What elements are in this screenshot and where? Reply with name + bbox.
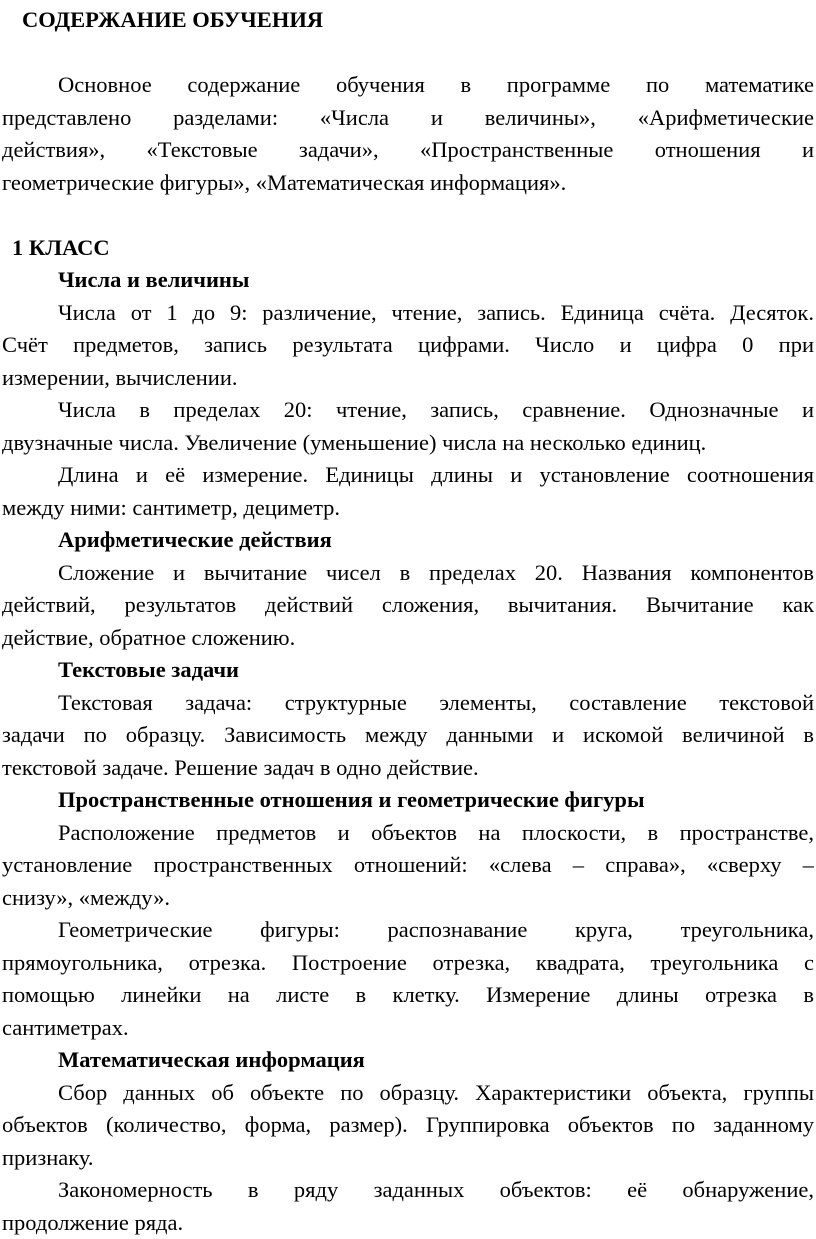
paragraph-line: Расположение предметов и объектов на плоскости, в пространстве, — [2, 817, 814, 850]
section-heading-spatial: Пространственные отношения и геометрические фигуры — [2, 784, 814, 817]
section-heading-info: Математическая информация — [2, 1044, 814, 1077]
paragraph-line: продолжение ряда. — [2, 1207, 814, 1239]
paragraph-line: задачи по образцу. Зависимость между данными и искомой величиной в — [2, 719, 814, 752]
intro-line: действия», «Текстовые задачи», «Пространственные отношения и — [2, 134, 814, 167]
paragraph-line: Текстовая задача: структурные элементы, составление текстовой — [2, 687, 814, 720]
section-heading-numbers: Числа и величины — [2, 264, 814, 297]
paragraph-line: установление пространственных отношений: «слева – справа», «сверху – — [2, 849, 814, 882]
paragraph-line: между ними: сантиметр, дециметр. — [2, 492, 814, 525]
paragraph-line: признаку. — [2, 1142, 814, 1175]
spacer — [2, 37, 814, 70]
paragraph-line: Закономерность в ряду заданных объектов: её обнаружение, — [2, 1174, 814, 1207]
section-heading-word-problems: Текстовые задачи — [2, 654, 814, 687]
paragraph-line: измерении, вычислении. — [2, 362, 814, 395]
page-title: СОДЕРЖАНИЕ ОБУЧЕНИЯ — [2, 4, 814, 37]
paragraph-line: помощью линейки на листе в клетку. Измерение длины отрезка в — [2, 979, 814, 1012]
paragraph-line: действие, обратное сложению. — [2, 622, 814, 655]
paragraph-line: Сложение и вычитание чисел в пределах 20. Названия компонентов — [2, 557, 814, 590]
paragraph-line: Сбор данных об объекте по образцу. Характеристики объекта, группы — [2, 1077, 814, 1110]
grade-heading: 1 КЛАСС — [2, 232, 814, 265]
paragraph-line: Длина и её измерение. Единицы длины и установление соотношения — [2, 459, 814, 492]
paragraph-line: объектов (количество, форма, размер). Группировка объектов по заданному — [2, 1109, 814, 1142]
intro-line: представлено разделами: «Числа и величины», «Арифметические — [2, 102, 814, 135]
paragraph-line: снизу», «между». — [2, 882, 814, 915]
paragraph-line: текстовой задаче. Решение задач в одно действие. — [2, 752, 814, 785]
paragraph-line: Числа от 1 до 9: различение, чтение, запись. Единица счёта. Десяток. — [2, 297, 814, 330]
paragraph-line: Счёт предметов, запись результата цифрами. Число и цифра 0 при — [2, 329, 814, 362]
paragraph-line: двузначные числа. Увеличение (уменьшение) числа на несколько единиц. — [2, 427, 814, 460]
paragraph-line: действий, результатов действий сложения, вычитания. Вычитание как — [2, 589, 814, 622]
intro-line: Основное содержание обучения в программе по математике — [2, 69, 814, 102]
paragraph-line: Геометрические фигуры: распознавание круга, треугольника, — [2, 914, 814, 947]
spacer — [2, 199, 814, 232]
section-heading-arithmetic: Арифметические действия — [2, 524, 814, 557]
paragraph-line: прямоугольника, отрезка. Построение отрезка, квадрата, треугольника с — [2, 947, 814, 980]
paragraph-line: Числа в пределах 20: чтение, запись, сравнение. Однозначные и — [2, 394, 814, 427]
paragraph-line: сантиметрах. — [2, 1012, 814, 1045]
intro-line: геометрические фигуры», «Математическая информация». — [2, 167, 814, 200]
